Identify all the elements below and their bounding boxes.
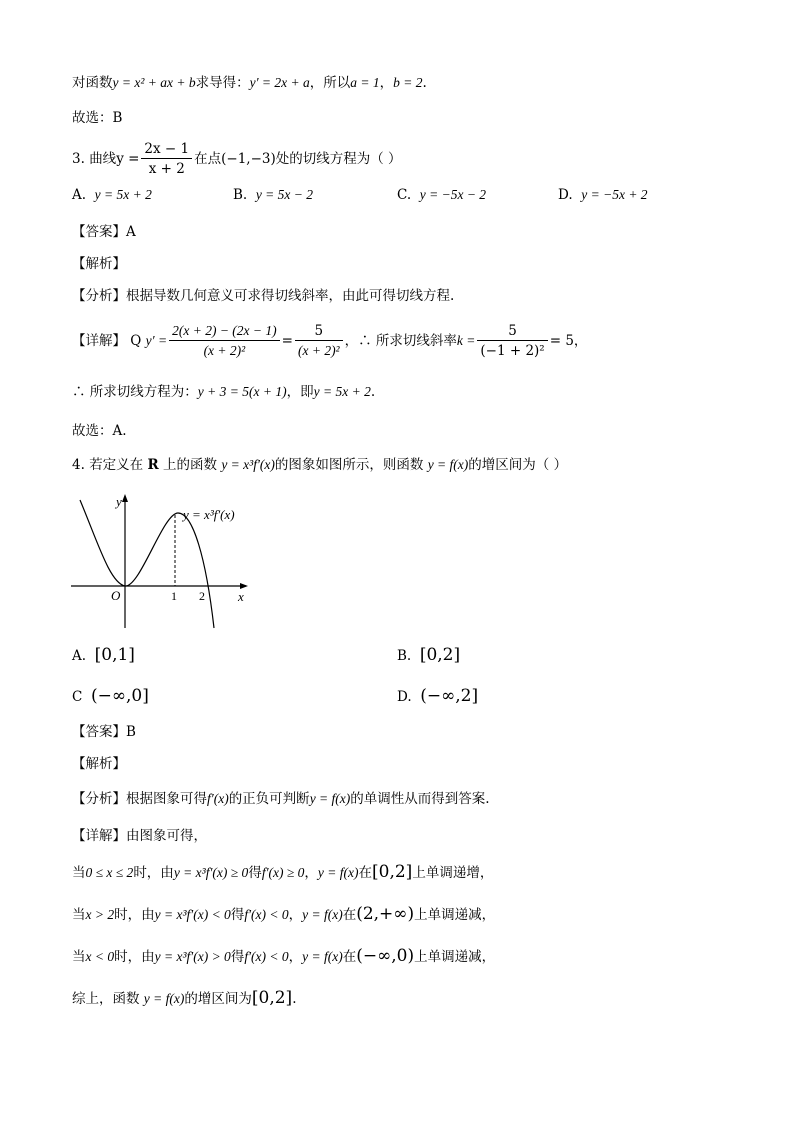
- answer-value: B: [126, 724, 136, 740]
- option-label: A.: [72, 648, 87, 664]
- q3-answer: [72, 222, 136, 242]
- answer-tag: 【答案】: [72, 224, 126, 240]
- math: y = x³f′(x) > 0: [154, 949, 231, 964]
- fenxi-text: 根据导数几何意义可求得切线斜率，由此可得切线方程.: [126, 288, 455, 304]
- math: x > 2: [85, 907, 115, 922]
- option-label: A.: [72, 187, 87, 203]
- math: x < 0: [85, 949, 115, 964]
- q4-case-2: [72, 904, 495, 925]
- q4-option-a: [72, 645, 135, 666]
- detail-text: 由图象可得，: [126, 828, 207, 844]
- math: y =: [116, 151, 140, 167]
- math: y + 3 = 5(x + 1): [197, 384, 287, 399]
- math: f′(x) ≥ 0: [261, 865, 305, 880]
- denominator: (x + 2)²: [297, 343, 340, 358]
- option-label: B.: [233, 187, 248, 203]
- text: .: [292, 991, 297, 1007]
- math-interval: (−∞,0): [356, 946, 415, 966]
- text: ，: [288, 949, 303, 965]
- q3-analysis-tag: 【解析】: [72, 256, 126, 272]
- math: y = f(x): [302, 949, 343, 964]
- text: 得: [248, 865, 262, 881]
- math-function: y = x³f′(x): [221, 457, 275, 472]
- math-function: y = x² + ax + b: [112, 75, 196, 90]
- q3-option-a: [72, 185, 152, 205]
- option-label: C.: [397, 187, 412, 203]
- math: y = f(x): [309, 791, 351, 806]
- math-interval: [0,2]: [251, 988, 293, 1008]
- math: y = f(x): [317, 865, 359, 880]
- tick-1: 1: [171, 589, 177, 603]
- text: 在: [342, 949, 357, 965]
- option-label: C: [72, 689, 83, 705]
- numerator: 5: [295, 322, 343, 341]
- fenxi-tag: 【分析】: [72, 288, 126, 304]
- text: ，即: [286, 384, 314, 400]
- text: 在: [342, 907, 357, 923]
- text: ，∴ 所求切线斜率: [344, 333, 457, 349]
- detail-tag: 【详解】: [72, 333, 126, 349]
- text: 曲线: [89, 151, 117, 167]
- numerator: 2x − 1: [141, 140, 192, 159]
- fraction-2: [295, 322, 343, 361]
- text: 当: [72, 949, 86, 965]
- text: 的增区间为: [184, 991, 252, 1007]
- q4-detail: [72, 826, 207, 846]
- text: 上的函数: [163, 457, 218, 473]
- q4-option-c: [72, 686, 149, 707]
- text: ，: [288, 907, 303, 923]
- math: y = f(x): [143, 991, 185, 1006]
- q3-option-d: [558, 185, 648, 205]
- text: 根据图象可得: [126, 791, 207, 807]
- tick-2: 2: [199, 589, 205, 603]
- math-b-value: b = 2: [393, 75, 423, 90]
- answer-tag: 【答案】: [72, 724, 126, 740]
- q3-option-c: [397, 185, 486, 205]
- q3-fenxi: [72, 286, 454, 306]
- math-set-r: R: [147, 457, 159, 473]
- intro-derivative-line: [72, 73, 427, 93]
- text: ，: [379, 75, 394, 91]
- origin-label: O: [111, 588, 121, 603]
- option-expr: y = −5x + 2: [581, 187, 648, 202]
- text: 处的切线方程为（ ）: [275, 151, 402, 167]
- q4-fenxi: [72, 789, 490, 809]
- text: 在: [358, 865, 373, 881]
- text: .: [422, 75, 427, 91]
- q4-option-b: [397, 645, 460, 666]
- text: 求导得：: [195, 75, 250, 91]
- text: 的单调性从而得到答案.: [350, 791, 490, 807]
- fraction-1: [169, 322, 280, 361]
- fraction: [141, 140, 192, 179]
- q4-answer: [72, 722, 136, 742]
- answer-value: A: [126, 224, 136, 240]
- math-point: (−1,−3): [221, 151, 276, 167]
- text: 当: [72, 907, 86, 923]
- curve-label: y = x³f′(x): [183, 507, 235, 522]
- q3-choose: 故选：A.: [72, 423, 127, 439]
- text: 在点: [194, 151, 222, 167]
- math-interval: (2,+∞): [356, 904, 415, 924]
- math: f′(x): [207, 791, 229, 806]
- denominator: x + 2: [148, 161, 185, 177]
- function-graph: [68, 488, 258, 633]
- y-axis-label: y: [116, 494, 122, 509]
- option-expr: y = 5x − 2: [255, 187, 314, 202]
- detail-tag: 【详解】: [72, 828, 126, 844]
- denominator: (x + 2)²: [203, 343, 246, 358]
- text: 综上，函数: [72, 991, 140, 1007]
- text: 时，由: [114, 907, 155, 923]
- option-label: D.: [397, 689, 412, 705]
- math: = 5，: [549, 333, 588, 349]
- q3-detail: [72, 322, 587, 361]
- q3-option-b: [233, 185, 313, 205]
- option-expr: y = −5x − 2: [419, 187, 487, 202]
- math-function: y = f(x): [427, 457, 469, 472]
- text: 上单调递增，: [412, 865, 494, 881]
- math: 0 ≤ x ≤ 2: [85, 865, 134, 880]
- q3-tangent-line: [72, 382, 375, 402]
- q4-option-d: [397, 686, 478, 707]
- q4-analysis-tag: 【解析】: [72, 756, 126, 772]
- math: y = f(x): [302, 907, 343, 922]
- fenxi-tag: 【分析】: [72, 791, 126, 807]
- option-label: B.: [397, 648, 412, 664]
- text: 得: [230, 949, 245, 965]
- text: ，: [304, 865, 318, 881]
- math-symbol: Q: [130, 333, 142, 349]
- option-label: D.: [558, 187, 573, 203]
- math-a-value: a = 1: [350, 75, 380, 90]
- fraction-3: [477, 322, 547, 361]
- math: y = 5x + 2: [313, 384, 371, 399]
- math: k =: [456, 333, 476, 348]
- math: y = x³f′(x) ≥ 0: [173, 865, 249, 880]
- choose-line-1: 故选：B: [72, 110, 123, 126]
- q4-case-1: [72, 862, 493, 883]
- option-expr: [0,1]: [94, 645, 135, 665]
- text: 的正负可判断: [228, 791, 310, 807]
- text: 时，由: [114, 949, 155, 965]
- math: y = x³f′(x) < 0: [154, 907, 231, 922]
- text: 得: [230, 907, 245, 923]
- text: .: [370, 384, 376, 400]
- option-expr: (−∞,0]: [90, 686, 149, 706]
- math: y′ =: [145, 333, 168, 348]
- question-4: [72, 455, 567, 475]
- math-interval: [0,2]: [372, 862, 413, 882]
- text: 的增区间为（ ）: [468, 457, 568, 473]
- text: 时，由: [133, 865, 174, 881]
- text: ，所以: [309, 75, 351, 91]
- denominator: (−1 + 2)²: [480, 343, 545, 359]
- q4-summary: [72, 988, 297, 1009]
- option-expr: [0,2]: [419, 645, 461, 665]
- question-3: [72, 140, 402, 179]
- text: 对函数: [72, 75, 113, 91]
- y-axis-arrow: [122, 494, 128, 502]
- numerator: 5: [477, 322, 547, 341]
- text: 的图象如图所示，则函数: [274, 457, 424, 473]
- math: f′(x) < 0: [244, 949, 289, 964]
- q4-case-3: [72, 946, 495, 967]
- option-expr: y = 5x + 2: [94, 187, 152, 202]
- math: =: [281, 333, 293, 349]
- option-expr: (−∞,2]: [420, 686, 479, 706]
- text: 上单调递减，: [414, 949, 496, 965]
- text: 若定义在: [89, 457, 144, 473]
- text: 上单调递减，: [414, 907, 496, 923]
- numerator: 2(x + 2) − (2x − 1): [169, 322, 280, 341]
- math-derivative: y′ = 2x + a: [249, 75, 310, 90]
- math: f′(x) < 0: [244, 907, 289, 922]
- text: 当: [72, 865, 86, 881]
- text: ∴ 所求切线方程为：: [72, 384, 198, 400]
- question-number: 3.: [72, 151, 85, 167]
- x-axis-label: x: [238, 589, 244, 604]
- question-number: 4.: [72, 457, 85, 473]
